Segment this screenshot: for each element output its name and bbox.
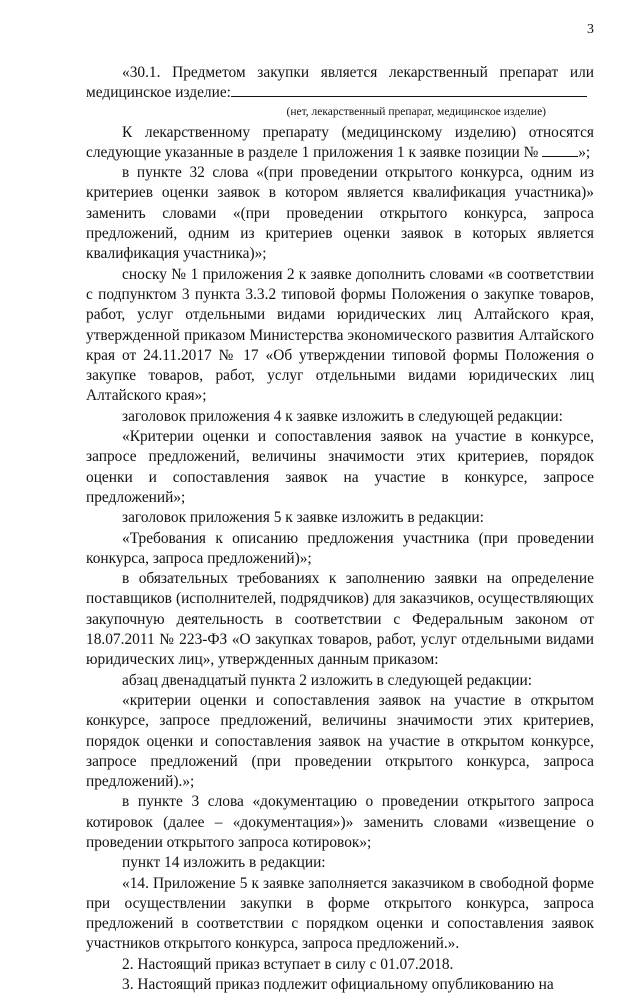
document-body — [86, 63, 594, 995]
paragraph-item-14-heading: пункт 14 изложить в редакции: — [122, 854, 326, 872]
paragraph-item-2-text: «критерии оценки и сопоставления заявок на участие в открытом конкурсе, запросе предложений, величины значимости этих критериев, порядок оценки и сопоставления заявок на участие в открытом конкурсе, запросе предложений (при проведении открытого конкурса, запроса предложений).»; — [86, 691, 594, 791]
paragraph-appendix-4-text: «Критерии оценки и сопоставления заявок на участие в конкурсе, запросе предложений, величины значимости этих критериев, порядок оценки и сопоставления заявок на участие в конкурсе, запросе предложений»; — [86, 428, 594, 506]
procurement-subject-blank — [231, 84, 587, 97]
blank-caption: (нет, лекарственный препарат, медицинское изделие) — [286, 105, 546, 118]
paragraph-item-3: в пункте 3 слова «документацию о проведении открытого запроса котировок (далее – «документация»)» заменить словами «извещение о проведении открытого запроса котировок»; — [86, 793, 594, 851]
paragraph-medicine-positions — [86, 123, 594, 164]
page-number: 3 — [587, 22, 594, 37]
paragraph-footnote-1: сноску № 1 приложения 2 к заявке дополнить словами «в соответствии с подпунктом 3 пункта 3.3.2 типовой формы Положения о закупке товаров, работ, услуг отдельными видами юридических лиц Алтайского края, утвержденной приказом Министерства экономического развития Алтайского края от 24.11.2017 № 17 «Об утверждении типовой формы Положения о закупке товаров, работ, услуг отдельными видами юридических лиц Алтайского края»; — [86, 265, 594, 405]
paragraph-30-1 — [86, 63, 594, 104]
paragraph-effective-date: 2. Настоящий приказ вступает в силу с 01.07.2018. — [122, 955, 454, 973]
paragraph-appendix-4-heading: заголовок приложения 4 к заявке изложить в следующей редакции: — [122, 407, 563, 425]
position-number-blank — [542, 144, 578, 157]
paragraph-appendix-5-text: «Требования к описанию предложения участника (при проведении конкурса, запроса предложений)»; — [86, 529, 594, 567]
paragraph-mandatory-requirements: в обязательных требованиях к заполнению заявки на определение поставщиков (исполнителей, подрядчиков) для заказчиков, осуществляющих закупочную деятельность в соответствии с Федеральным законом от 18.07.2011 № 223-ФЗ «О закупках товаров, работ, услуг отдельными видами юридических лиц», утвержденных данным приказом: — [86, 570, 594, 669]
paragraph-medicine-positions-end: »; — [578, 143, 591, 161]
paragraph-publication: 3. Настоящий приказ подлежит официальному опубликованию на — [122, 976, 554, 994]
paragraph-item-14-text: «14. Приложение 5 к заявке заполняется заказчиком в свободной форме при осуществлении закупки в форме открытого конкурса, запроса предложений в соответствии с порядком оценки и сопоставления заявок участников открытого конкурса, запроса предложений.». — [86, 874, 594, 953]
paragraph-item-2-heading: абзац двенадцатый пункта 2 изложить в следующей редакции: — [122, 671, 533, 689]
paragraph-30-1-text: «30.1. Предметом закупки является лекарственный препарат или медицинское изделие: — [86, 64, 594, 102]
paragraph-item-32: в пункте 32 слова «(при проведении открытого конкурса, одним из критериев оценки заявок в котором является квалификация участника)» заменить словами «(при проведении открытого конкурса, запроса предложений, одним из критериев оценки заявок в которых является квалификация участника)»; — [86, 164, 594, 263]
paragraph-appendix-5-heading: заголовок приложения 5 к заявке изложить в редакции: — [122, 509, 484, 527]
paragraph-medicine-positions-text: К лекарственному препарату (медицинскому изделию) относятся следующие указанные в разделе 1 приложения 1 к заявке позиции № — [86, 123, 594, 161]
